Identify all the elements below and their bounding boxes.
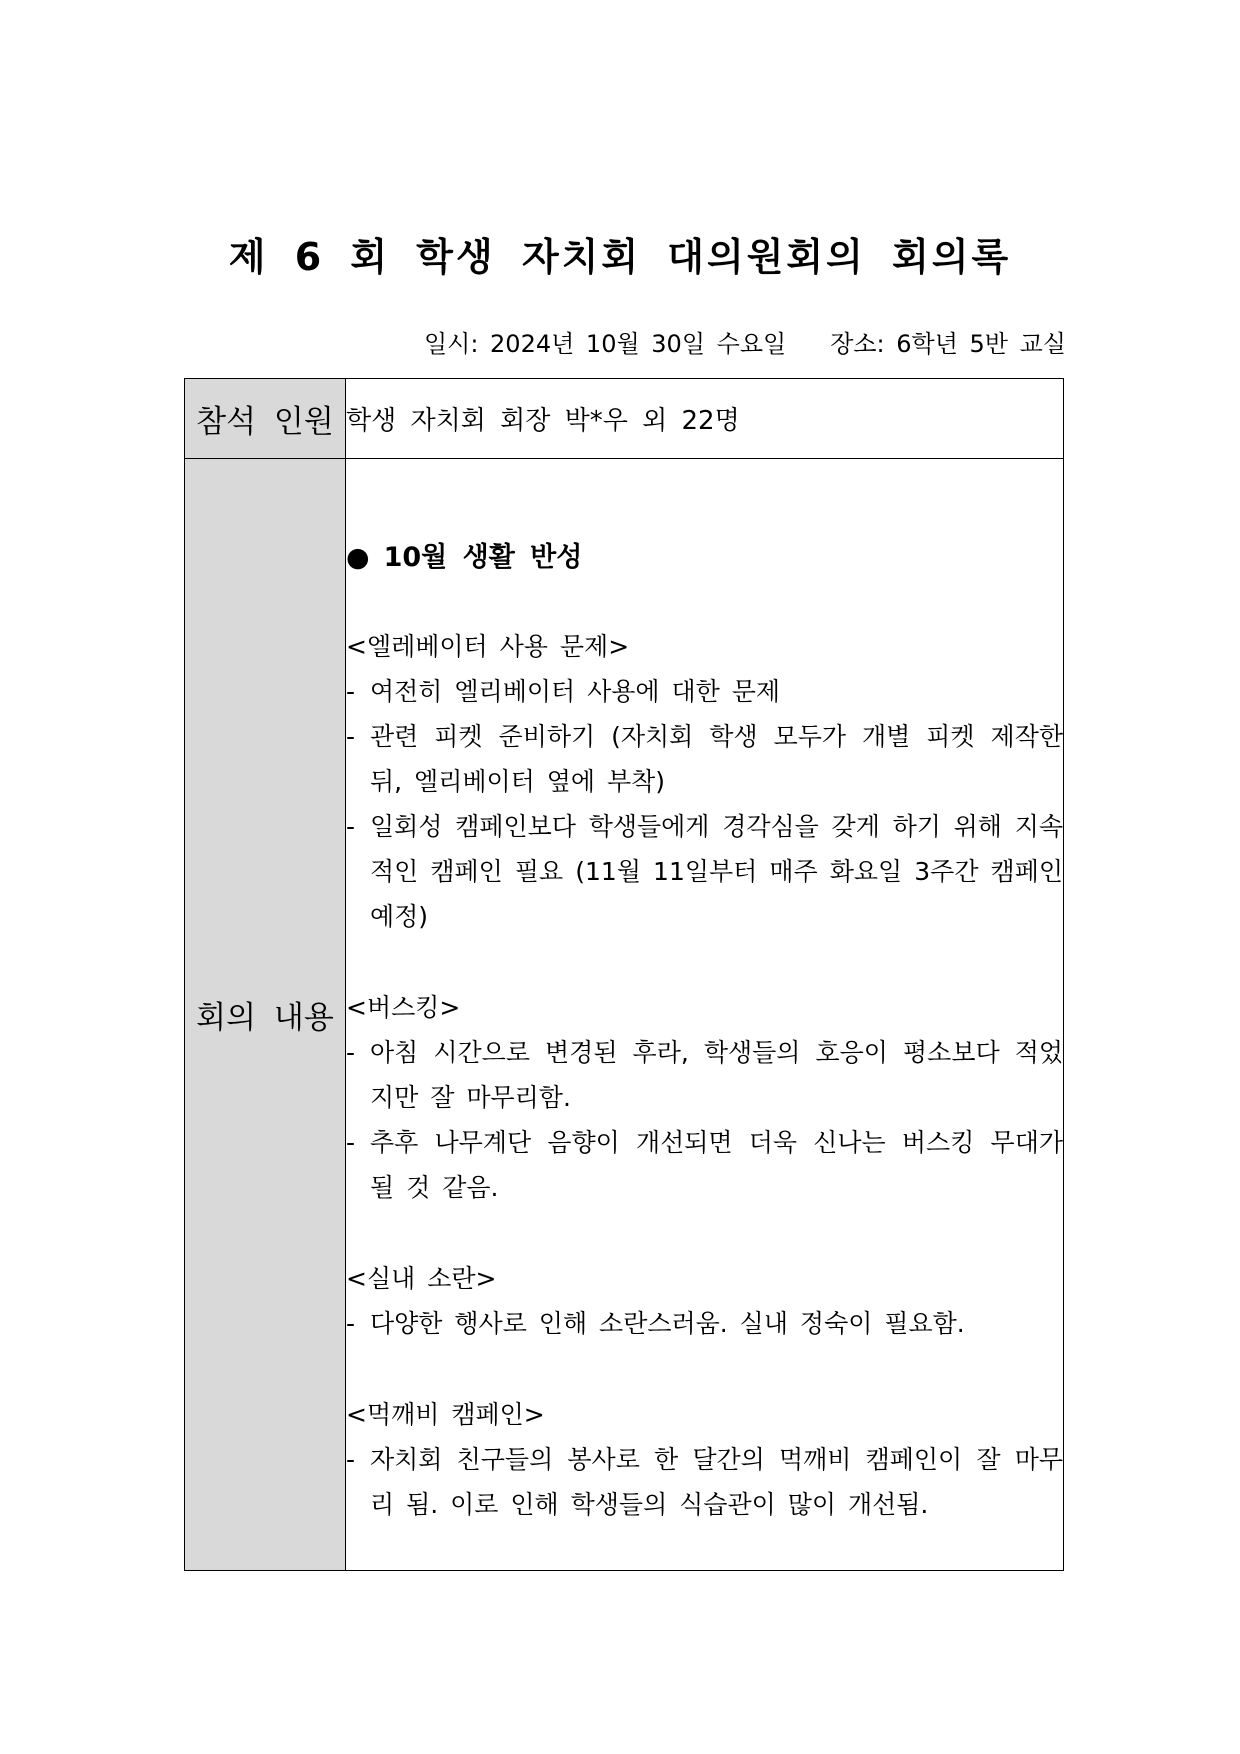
list-item (346, 804, 1063, 939)
topic-indoor-noise (346, 1256, 1063, 1346)
topic-meokkaebi-campaign (346, 1392, 1063, 1527)
list-item-text: 추후 나무계단 음향이 개선되면 더욱 신나는 버스킹 무대가 될 것 같음. (370, 1128, 1063, 1202)
dash-marker: - (346, 1445, 356, 1474)
dash-marker: - (346, 1038, 356, 1067)
attendees-row (185, 379, 1064, 459)
section-heading (346, 538, 1063, 578)
meeting-info (424, 326, 1066, 362)
list-item (346, 714, 1063, 804)
list-item-text: 관련 피켓 준비하기 (자치회 학생 모두가 개별 피켓 제작한 뒤, 엘리베이터 옆에 부착) (370, 722, 1063, 796)
list-item-text: 일회성 캠페인보다 학생들에게 경각심을 갖게 하기 위해 지속적인 캠페인 필요 (11월 11일부터 매주 화요일 3주간 캠페인 예정) (370, 812, 1063, 931)
dash-marker: - (346, 722, 356, 751)
dash-marker: - (346, 677, 356, 706)
list-item-text: 다양한 행사로 인해 소란스러움. 실내 정숙이 필요함. (370, 1309, 965, 1338)
list-item-text: 여전히 엘리베이터 사용에 대한 문제 (370, 677, 781, 706)
section-heading-text: 10월 생활 반성 (383, 542, 583, 573)
topic-title: <버스킹> (346, 993, 461, 1022)
topic-title: <엘레베이터 사용 문제> (346, 632, 630, 661)
content-label: 회의 내용 (185, 459, 346, 1571)
attendees-value: 학생 자치회 회장 박*우 외 22명 (346, 379, 1064, 459)
list-item-text: 아침 시간으로 변경된 후라, 학생들의 호응이 평소보다 적었지만 잘 마무리함. (370, 1038, 1063, 1112)
list-item (346, 1437, 1063, 1527)
list-item (346, 1120, 1063, 1210)
dash-marker: - (346, 1128, 356, 1157)
topic-title: <먹깨비 캠페인> (346, 1400, 545, 1429)
dash-marker: - (346, 812, 356, 841)
list-item (346, 1301, 1063, 1346)
meeting-place: 장소: 6학년 5반 교실 (830, 330, 1066, 358)
content-body (346, 459, 1064, 1571)
list-item (346, 669, 1063, 714)
bullet-icon: ● (346, 542, 370, 573)
list-item-text: 자치회 친구들의 봉사로 한 달간의 먹깨비 캠페인이 잘 마무리 됨. 이로 인해 학생들의 식습관이 많이 개선됨. (370, 1445, 1063, 1519)
meeting-date: 일시: 2024년 10월 30일 수요일 (423, 330, 787, 358)
list-item (346, 1030, 1063, 1120)
content-row (185, 459, 1064, 1571)
topic-busking (346, 985, 1063, 1210)
attendees-label: 참석 인원 (185, 379, 346, 459)
minutes-table (184, 378, 1064, 1571)
dash-marker: - (346, 1309, 356, 1338)
topic-elevator (346, 624, 1063, 939)
topic-title: <실내 소란> (346, 1264, 497, 1293)
document-title: 제 6 회 학생 자치회 대의원회의 회의록 (228, 235, 1012, 279)
